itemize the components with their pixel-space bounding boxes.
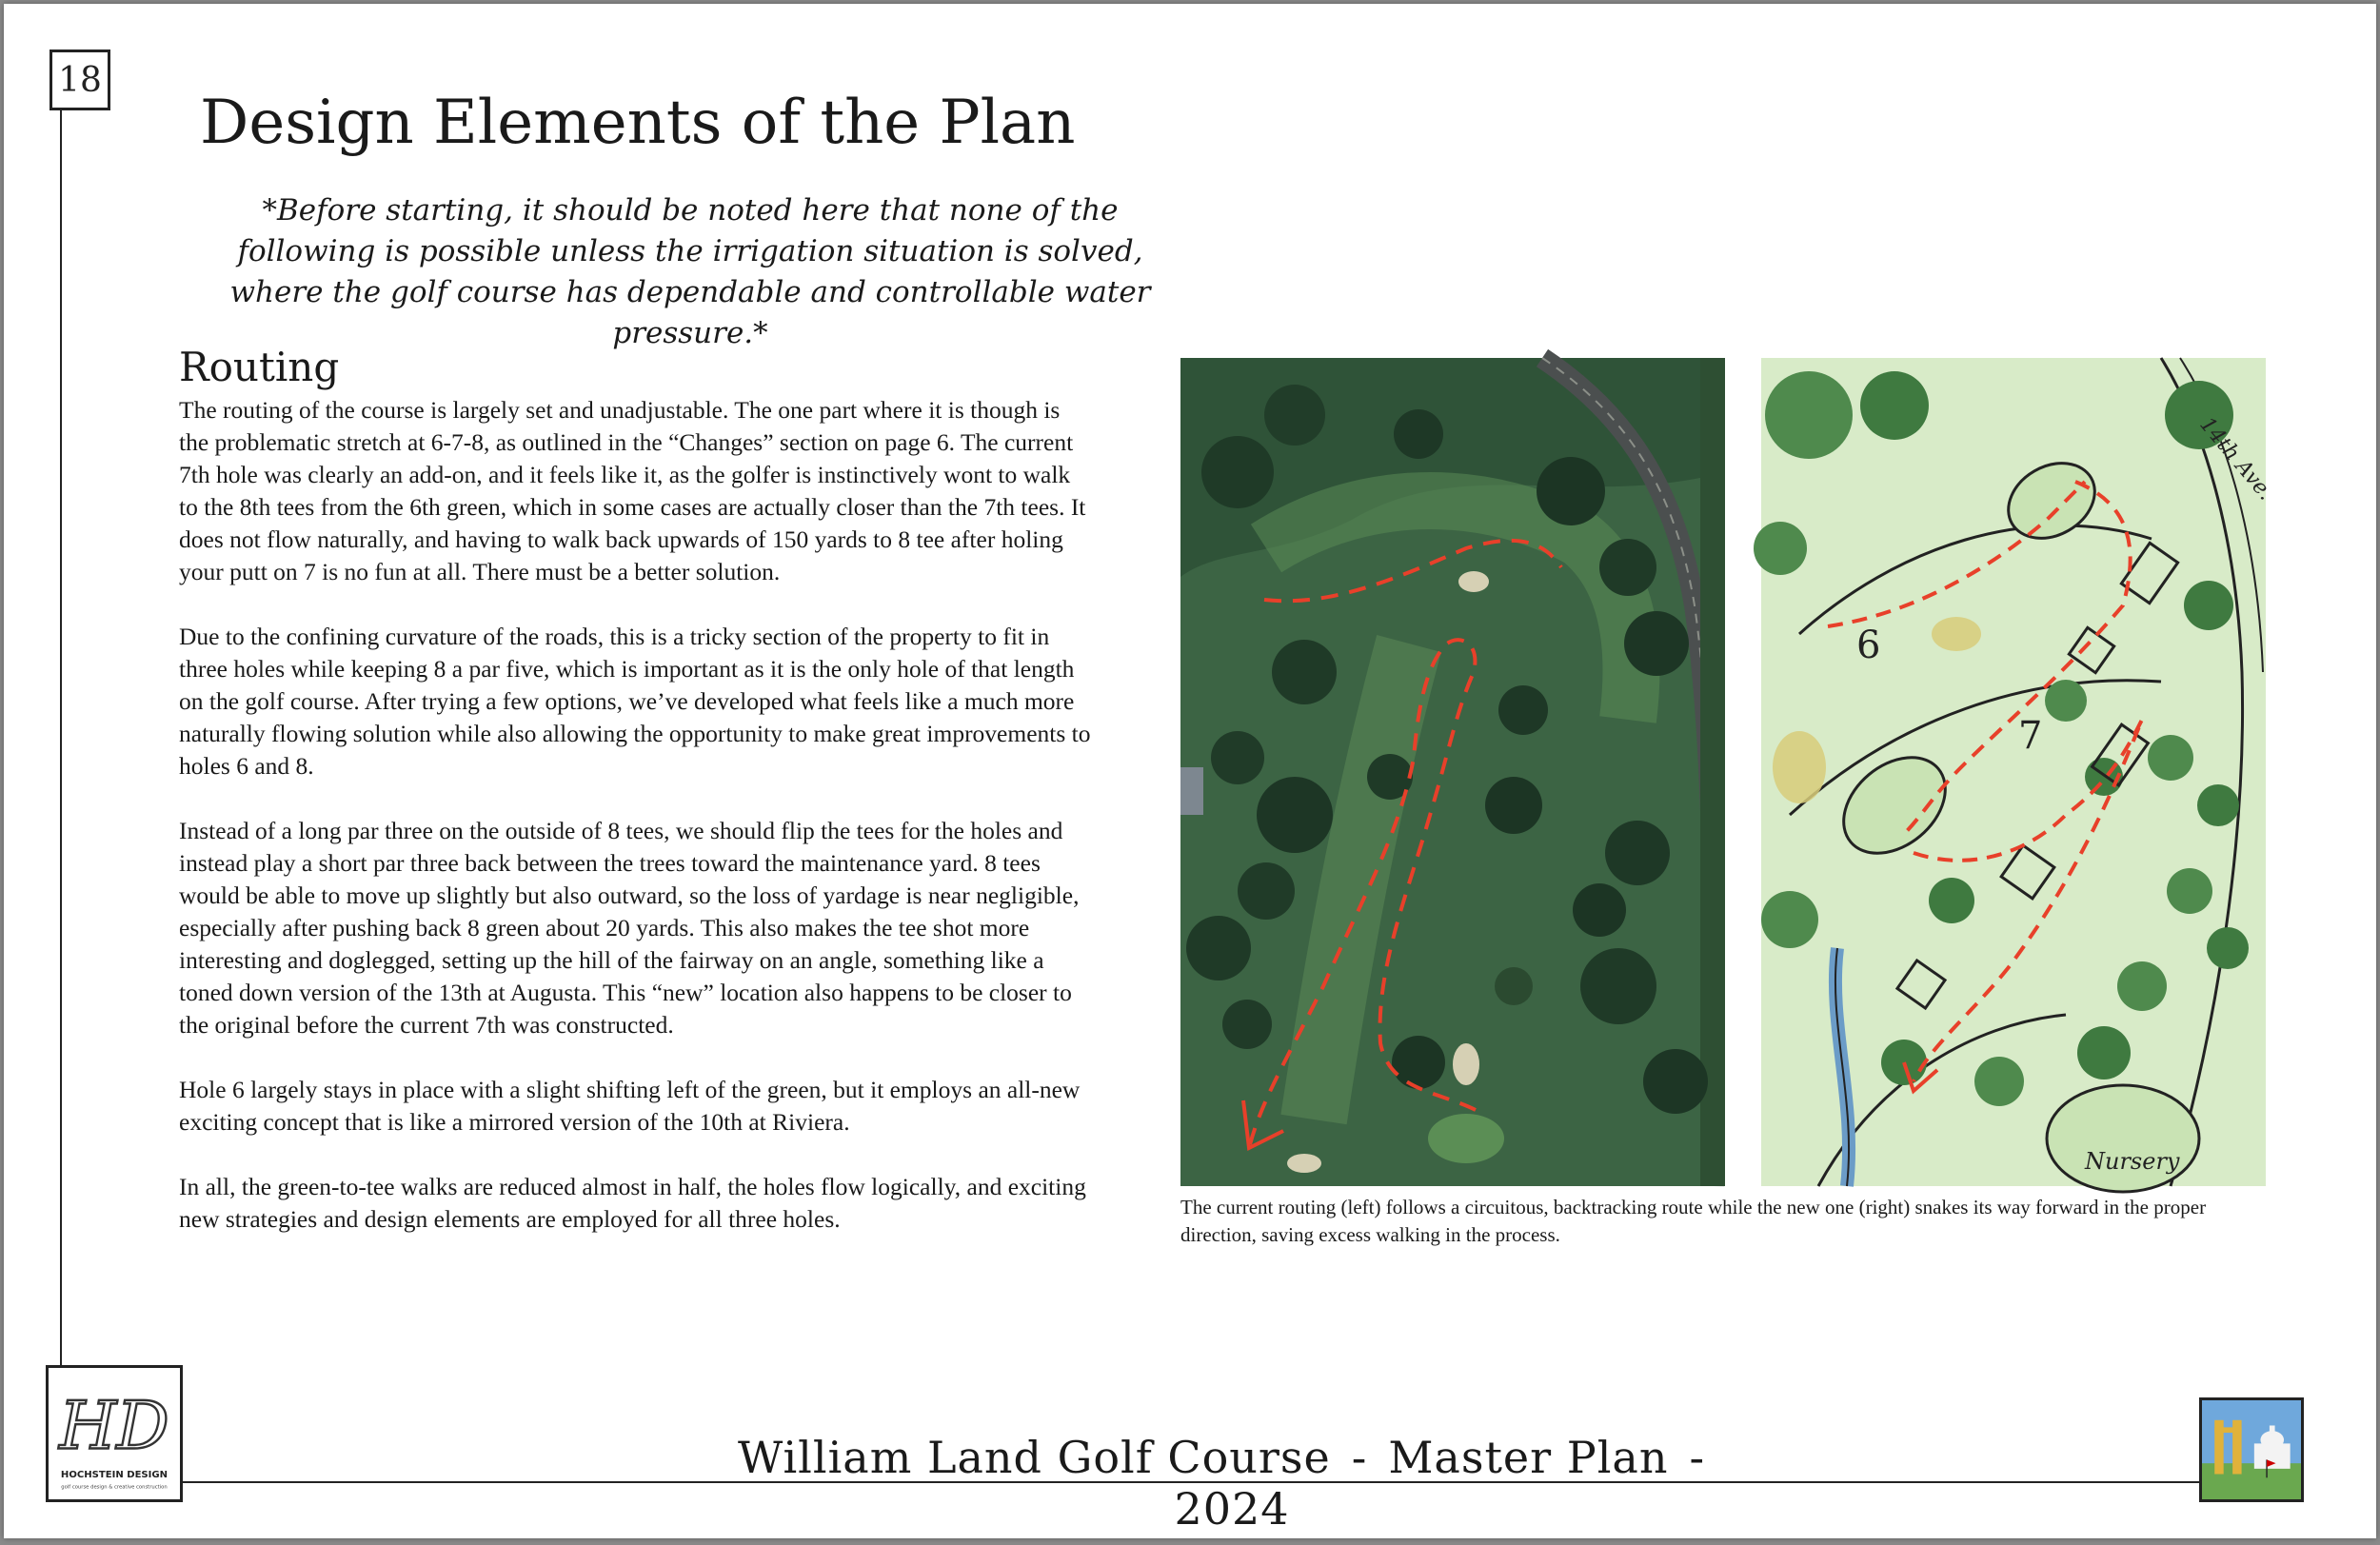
footer-doc-name: Master Plan [1388,1432,1669,1483]
sketch-label-hole-7: 7 [2018,714,2043,758]
irrigation-note: *Before starting, it should be noted here that none of the following is possible unless the irrigation situation is solved, where the golf course has dependable and controllable water pressure.* [229,193,1151,350]
sketch-plan-new-routing [1761,358,2278,1186]
page [4,4,2376,1538]
paragraph: In all, the green-to-tee walks are reduced almost in half, the holes flow logically, and exciting new strategies and design elements are employed for all three holes. [179,1173,1086,1233]
course-landmark-logo [2199,1397,2304,1502]
logo-initials: HD [59,1388,169,1465]
logo-name: HOCHSTEIN DESIGN [60,1470,169,1480]
aerial-photo-current-routing [1180,358,1725,1186]
page-number: 18 [50,50,110,110]
paragraph: Due to the confining curvature of the roads, this is a tricky section of the property to fit in three holes while keeping 8 a par five, which is important as it is the only hole of that length on the golf course. After trying a few options, we’ve developed what feels like a much more naturally flowing solution while also allowing the opportunity to make great improvements to holes 6 and 8. [179,623,1091,780]
footer-separator: - [1351,1432,1368,1483]
figure-caption: The current routing (left) follows a circuitous, backtracking route while the new one (right) snakes its way forward in the proper direction, saving excess walking in the process. [1180,1196,2207,1246]
footer-year: 2024 [1174,1483,1290,1535]
paragraph: The routing of the course is largely set and unadjustable. The one part where it is though is the problematic stretch at 6-7-8, as outlined in the “Changes” section on page 6. The current 7th hole was clearly an add-on, and it feels like it, as the golfer is instinctively wont to walk to the 8th tees from the 6th green, which in some cases are actually closer than the 7th tees. It does not flow naturally, and having to walk back upwards of 150 yards to 8 tee after holing your putt on 7 is no fun at all. There must be a better solution. [179,396,1086,585]
footer-separator: - [1689,1432,1706,1483]
paragraph: Instead of a long par three on the outside of 8 tees, we should flip the tees for the holes and instead play a short par three back between the trees toward the maintenance yard. 8 tees would be able to move up slightly but also outward, so the loss of yardage is near negligible, especially after pushing back 8 green about 20 yards. This also makes the tee shot more interesting and doglegged, setting up the hill of the fairway on an angle, something like a toned down version of the 13th at Augusta. This “new” location also happens to be closer to the original before the current 7th was constructed. [179,817,1080,1039]
paragraph: Hole 6 largely stays in place with a slight shifting left of the green, but it employs an all-new exciting concept that is like a mirrored version of the 10th at Riviera. [179,1076,1081,1136]
footer-course-name: William Land Golf Course [737,1432,1331,1483]
hochstein-design-logo [46,1365,183,1502]
sketch-label-nursery: Nursery [2085,1148,2180,1175]
left-rule [60,109,62,1366]
sketch-label-street: 14th Ave. [2194,412,2278,505]
section-heading-routing: Routing [179,344,340,390]
logo-tagline: golf course design & creative construction [61,1484,168,1491]
routing-body [179,394,1093,1268]
sketch-label-hole-6: 6 [1856,624,1881,667]
page-title: Design Elements of the Plan [200,88,1076,158]
footer-title [727,1432,1736,1535]
